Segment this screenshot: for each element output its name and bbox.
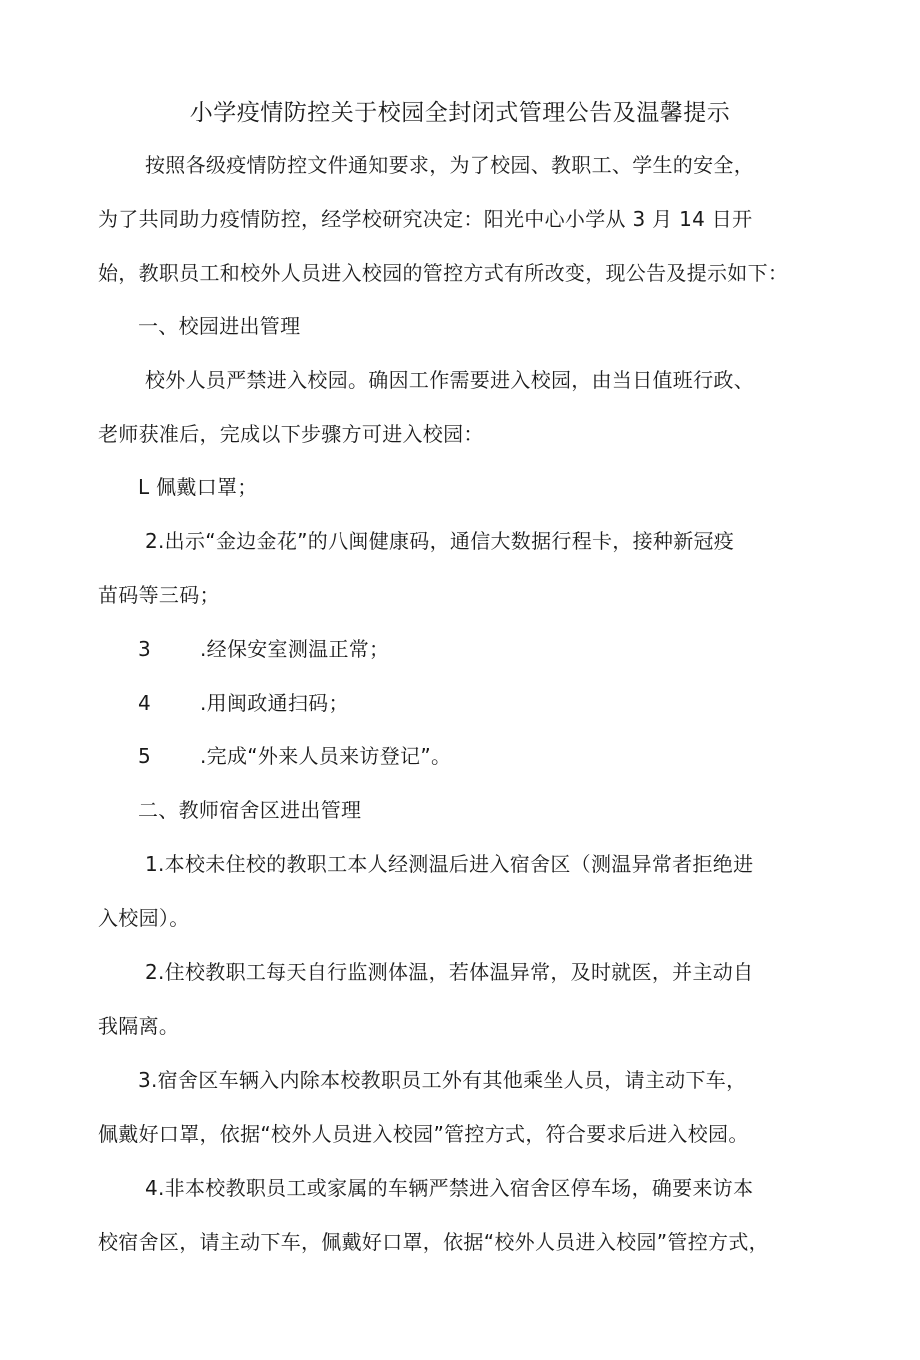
- item-5-number: 5: [138, 744, 152, 768]
- item-5-text: .完成“外来人员来访登记”。: [200, 744, 452, 768]
- section-2-item-1-line-2: 入校园）。: [98, 906, 190, 930]
- section-1-heading: 一、校园进出管理: [138, 314, 301, 338]
- section-1-item-2-line-1: 2.出示“金边金花”的八闽健康码，通信大数据行程卡，接种新冠疫: [145, 529, 735, 553]
- section-2-item-4-line-1: 4.非本校教职员工或家属的车辆严禁进入宿舍区停车场，确要来访本: [145, 1176, 754, 1200]
- section-2-item-1-line-1: 1.本校未住校的教职工本人经测温后进入宿舍区（测温异常者拒绝进: [145, 852, 754, 876]
- section-1-item-5: [138, 742, 451, 770]
- section-2-item-3-line-1: 3.宿舍区车辆入内除本校教职员工外有其他乘坐人员，请主动下车，: [138, 1068, 747, 1092]
- section-2-item-2-line-2: 我隔离。: [98, 1014, 180, 1038]
- section-1-item-3: [138, 635, 389, 663]
- intro-line-1: 按照各级疫情防控文件通知要求，为了校园、教职工、学生的安全，: [145, 153, 754, 177]
- intro-line-3: 始，教职员工和校外人员进入校园的管控方式有所改变，现公告及提示如下：: [98, 261, 789, 285]
- section-1-para-line-2: 老师获准后，完成以下步骤方可进入校园：: [98, 422, 484, 446]
- section-2-item-3-line-2: 佩戴好口罩，依据“校外人员进入校园”管控方式，符合要求后进入校园。: [98, 1122, 749, 1146]
- section-1-item-2-line-2: 苗码等三码；: [98, 583, 220, 607]
- intro-line-2: 为了共同助力疫情防控，经学校研究决定：阳光中心小学从 3 月 14 日开: [98, 207, 753, 231]
- section-1-item-1: L 佩戴口罩；: [138, 475, 258, 499]
- item-4-number: 4: [138, 691, 152, 715]
- item-4-text: .用闽政通扫码；: [200, 691, 349, 715]
- item-3-text: .经保安室测温正常；: [200, 637, 390, 661]
- section-2-item-2-line-1: 2.住校教职工每天自行监测体温，若体温异常，及时就医，并主动自: [145, 960, 754, 984]
- document-title: 小学疫情防控关于校园全封闭式管理公告及温馨提示: [189, 100, 731, 126]
- section-1-item-4: [138, 689, 349, 717]
- section-2-heading: 二、教师宿舍区进出管理: [138, 798, 362, 822]
- item-3-number: 3: [138, 637, 152, 661]
- section-2-item-4-line-2: 校宿舍区，请主动下车，佩戴好口罩，依据“校外人员进入校园”管控方式，: [98, 1230, 769, 1254]
- section-1-para-line-1: 校外人员严禁进入校园。确因工作需要进入校园，由当日值班行政、: [145, 368, 754, 392]
